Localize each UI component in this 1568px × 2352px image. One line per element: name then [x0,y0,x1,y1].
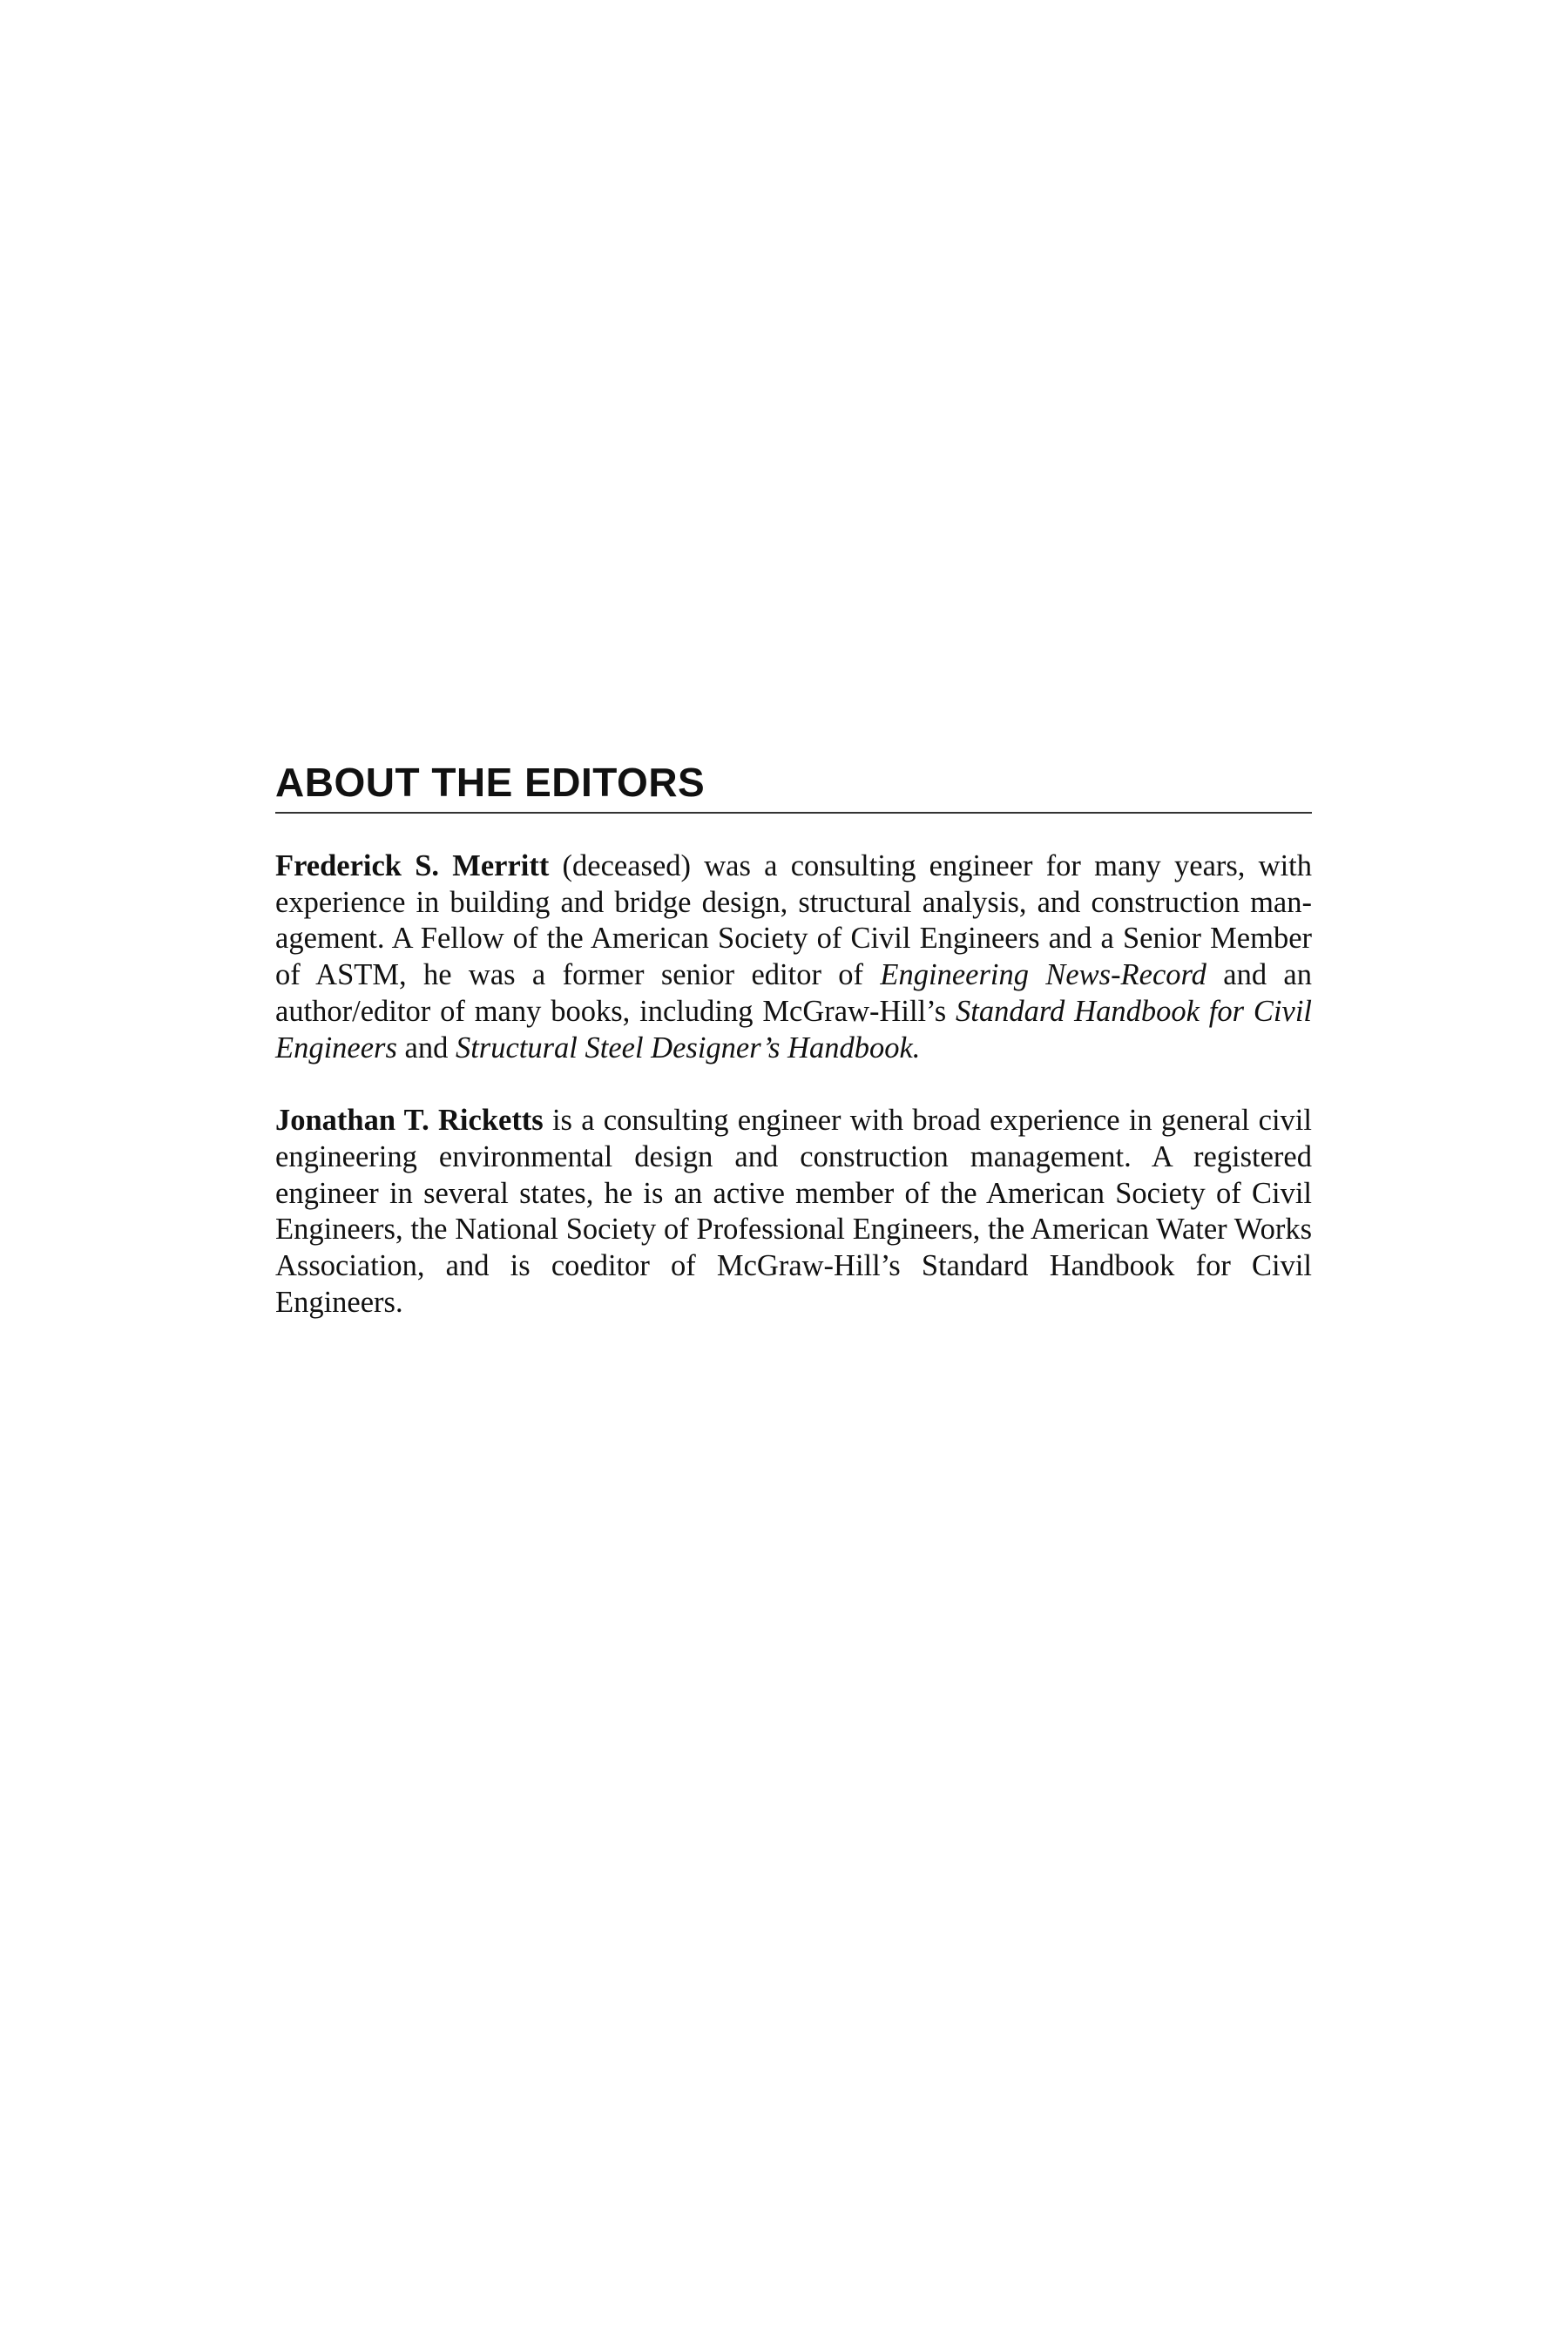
editor-name: Jonathan T. Ricketts [275,1104,544,1138]
bio-jonathan-ricketts [275,1103,1312,1321]
section-heading: ABOUT THE EDITORS [275,760,706,805]
bio-text: is a consulting engineer with broad experience in general civil engineering environmental design and construction management. A registered engineer in several states, he is an active member of the American Society of Civil Engineers, the National Society of Professional Engineers, the American Water Works Association, and is coeditor of McGraw-Hill’s Standard Handbook for Civil Engineers. [275,1104,1312,1319]
bio-text: and an author/editor of many books, including McGraw-Hill’s [275,958,1312,1028]
bio-frederick-merritt [275,848,1312,1066]
publication-title: Standard Handbook for Civil Engineers [275,994,1312,1064]
heading-rule [275,812,1312,814]
editor-name: Frederick S. Merritt [275,849,550,882]
bio-text: (deceased) was a consulting engineer for many years, with experience in building and bridge design, structural analysis, and construction management. A Fellow of the American Society of Civil Engineers and a Senior Member of ASTM, he was a former senior editor of [275,849,1312,992]
publication-title: Engineering News-Record [880,958,1206,992]
about-the-editors-section [275,758,1312,1357]
bio-text: and [396,1031,456,1064]
publication-title: Structural Steel Designer’s Handbook. [455,1031,921,1064]
